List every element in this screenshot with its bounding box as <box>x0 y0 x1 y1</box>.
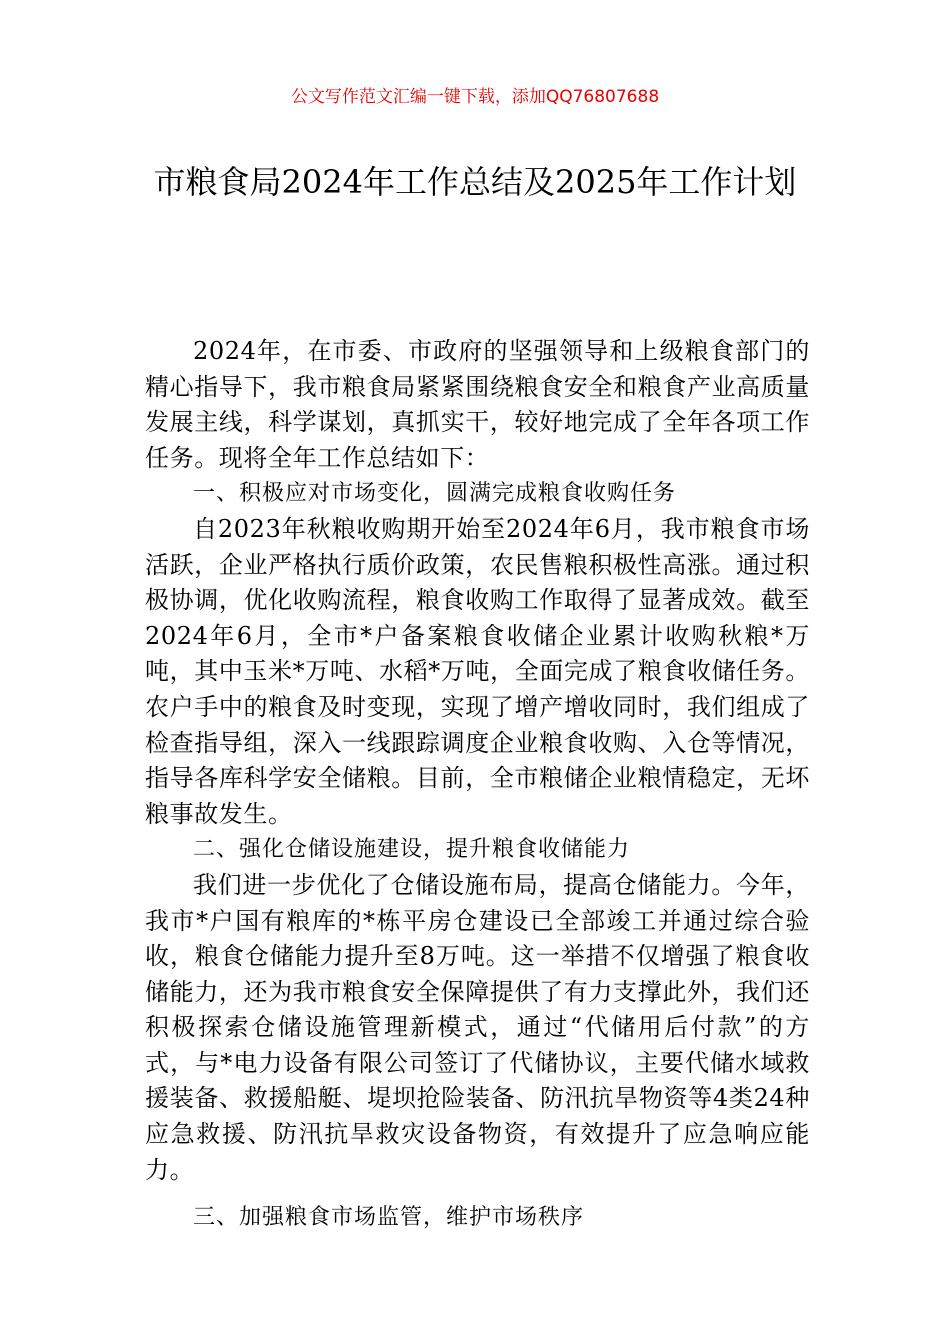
section-heading-1: 一、积极应对市场变化，圆满完成粮食收购任务 <box>193 481 677 507</box>
document-body <box>145 334 810 1236</box>
section-heading-2: 二、强化仓储设施建设，提升粮食收储能力 <box>193 837 631 863</box>
section-body-1: 自2023年秋粮收购期开始至2024年6月，我市粮食市场活跃，企业严格执行质价政策，农民售粮积极性高涨。通过积极协调，优化收购流程，粮食收购工作取得了显著成效。截至2024年6月，全市*户备案粮食收储企业累计收购秋粮*万吨，其中玉米*万吨、水稻*万吨，全面完成了粮食收储任务。农户手中的粮食及时变现，实现了增产增收同时，我们组成了检查指导组，深入一线跟踪调度企业粮食收购、入仓等情况，指导各库科学安全储粮。目前，全市粮储企业粮情稳定，无坏粮事故发生。 <box>145 514 810 828</box>
document-title: 市粮食局2024年工作总结及2025年工作计划 <box>153 163 797 201</box>
intro-paragraph: 2024年，在市委、市政府的坚强领导和上级粮食部门的精心指导下，我市粮食局紧紧围绕粮食安全和粮食产业高质量发展主线，科学谋划，真抓实干，较好地完成了全年各项工作任务。现将全年工作总结如下： <box>145 337 810 472</box>
section-heading-3: 三、加强粮食市场监管，维护市场秩序 <box>193 1205 585 1231</box>
watermark-text: 公文写作范文汇编一键下载，添加QQ76807688 <box>290 87 660 107</box>
section-body-2: 我们进一步优化了仓储设施布局，提高仓储能力。今年，我市*户国有粮库的*栋平房仓建设已全部竣工并通过综合验收，粮食仓储能力提升至8万吨。这一举措不仅增强了粮食收储能力，还为我市粮食安全保障提供了有力支撑此外，我们还积极探索仓储设施管理新模式，通过“代储用后付款”的方式，与*电力设备有限公司签订了代储协议，主要代储水域救援装备、救援船艇、堤坝抢险装备、防汛抗旱物资等4类24种应急救援、防汛抗旱救灾设备物资，有效提升了应急响应能力。 <box>145 870 810 1184</box>
